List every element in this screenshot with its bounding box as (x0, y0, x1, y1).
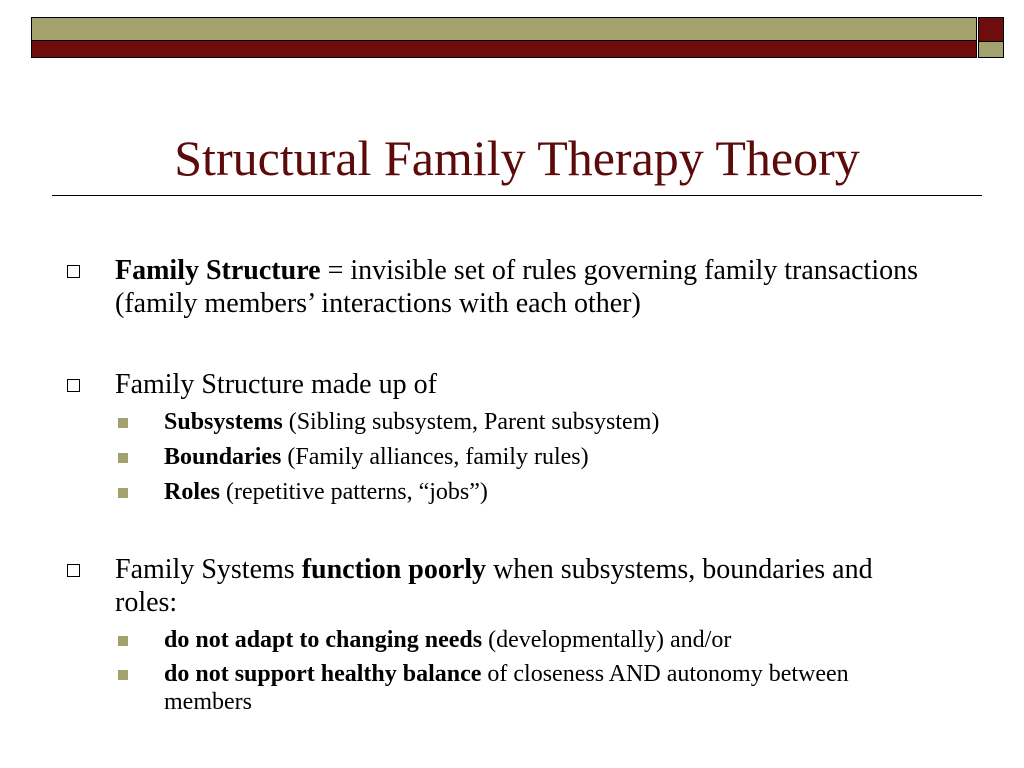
filled-square-bullet-icon (118, 453, 128, 463)
filled-square-bullet-icon (118, 418, 128, 428)
hollow-square-bullet-icon (67, 564, 80, 577)
bullet-bold-term: function poorly (301, 554, 487, 585)
sub-bullet-text: (repetitive patterns, “jobs”) (220, 479, 488, 505)
sub-bullet-text: (developmentally) and/or (482, 627, 732, 653)
sub-bullet-boundaries (164, 443, 924, 471)
bullet-function-poorly (115, 553, 875, 619)
hollow-square-bullet-icon (67, 265, 80, 278)
sub-bullet-bold-term: do not adapt to changing needs (164, 627, 483, 653)
bullet-bold-term: Family Structure (115, 255, 321, 286)
sub-bullet-subsystems (164, 408, 924, 436)
header-square-olive (978, 42, 1004, 58)
filled-square-bullet-icon (118, 636, 128, 646)
hollow-square-bullet-icon (67, 379, 80, 392)
bullet-text: Family Structure made up of (115, 369, 437, 400)
bullet-family-structure (115, 254, 945, 320)
sub-bullet-text: of closeness AND autonomy between members (164, 661, 849, 715)
sub-bullet-text: (Family alliances, family rules) (281, 444, 589, 470)
filled-square-bullet-icon (118, 670, 128, 680)
filled-square-bullet-icon (118, 488, 128, 498)
sub-bullet-text: (Sibling subsystem, Parent subsystem) (282, 409, 660, 435)
header-bar-maroon (31, 41, 977, 58)
sub-bullet-bold-term: Boundaries (164, 444, 282, 470)
bullet-text: when subsystems, boundaries and roles: (115, 554, 873, 618)
sub-bullet-adapt (164, 626, 924, 654)
bullet-text: = invisible set of rules governing family transactions (family members’ interactions with each other) (115, 255, 919, 319)
bullet-made-up-of (115, 368, 945, 401)
title-divider (52, 195, 982, 196)
sub-bullet-balance (164, 660, 894, 716)
slide-title: Structural Family Therapy Theory (174, 130, 860, 186)
sub-bullet-bold-term: Roles (164, 479, 220, 505)
sub-bullet-roles (164, 478, 924, 506)
header-square-maroon (978, 17, 1004, 42)
sub-bullet-bold-term: Subsystems (164, 409, 283, 435)
bullet-prefix: Family Systems (115, 554, 302, 585)
sub-bullet-bold-term: do not support healthy balance (164, 661, 482, 687)
header-bar-olive (31, 17, 977, 41)
